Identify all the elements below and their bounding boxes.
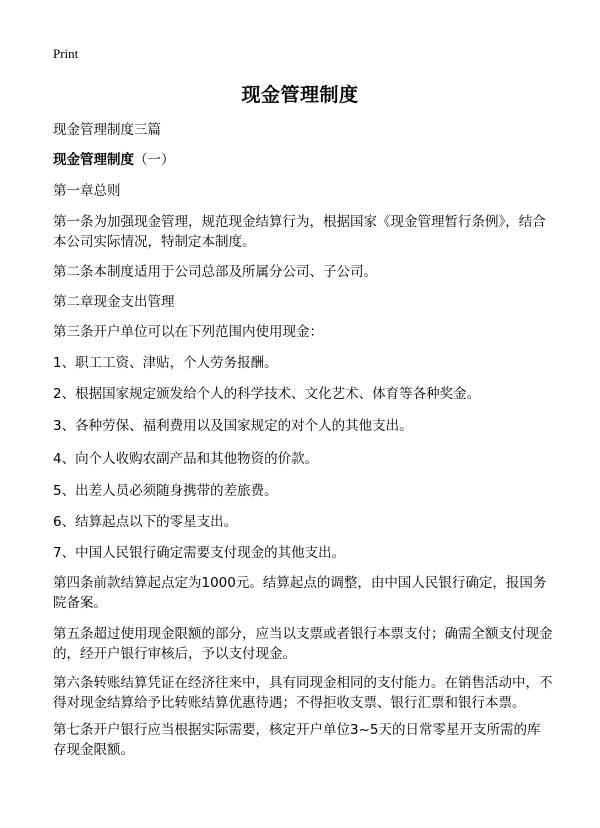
list-item: 6、结算起点以下的零星支出。 [53, 514, 238, 530]
document-subtitle: 现金管理制度三篇 [53, 122, 161, 138]
list-item: 7、中国人民银行确定需要支付现金的其他支出。 [53, 545, 346, 561]
print-link[interactable]: Print [53, 46, 79, 61]
paragraph: 第六条转账结算凭证在经济往来中，具有同现金相同的支付能力。在销售活动中，不得对现金结算给予比转账结算优惠待遇；不得拒收支票、银行汇票和银行本票。 [53, 675, 553, 711]
paragraph: 第七条开户银行应当根据实际需要，核定开户单位3~5天的日常零星开支所需的库存现金限额。 [53, 722, 541, 758]
section-heading-number: （一） [134, 152, 175, 168]
list-item: 1、职工工资、津贴，个人劳务报酬。 [53, 355, 278, 371]
list-item: 4、向个人收购农副产品和其他物资的价款。 [53, 451, 319, 467]
paragraph: 第二章现金支出管理 [53, 294, 175, 310]
paragraph: 第三条开户单位可以在下列范围内使用现金： [53, 324, 323, 340]
section-heading-text: 现金管理制度 [53, 152, 134, 168]
list-item: 5、出差人员必须随身携带的差旅费。 [53, 483, 278, 499]
paragraph: 第四条前款结算起点定为1000元。结算起点的调整，由中国人民银行确定，报国务院备案。 [53, 575, 547, 611]
paragraph: 第二条本制度适用于公司总部及所属分公司、子公司。 [53, 264, 377, 280]
section-heading [53, 150, 553, 170]
list-item: 2、根据国家规定颁发给个人的科学技术、文化艺术、体育等各种奖金。 [53, 386, 481, 402]
paragraph: 第一章总则 [53, 183, 121, 199]
paragraph: 第一条为加强现金管理，规范现金结算行为，根据国家《现金管理暂行条例》，结合本公司实际情况，特制定本制度。 [53, 214, 546, 250]
paragraph: 第五条超过使用现金限额的部分，应当以支票或者银行本票支付；确需全额支付现金的，经开户银行审核后，予以支付现金。 [53, 626, 553, 662]
list-item: 3、各种劳保、福利费用以及国家规定的对个人的其他支出。 [53, 418, 413, 434]
page-title: 现金管理制度 [241, 84, 359, 106]
